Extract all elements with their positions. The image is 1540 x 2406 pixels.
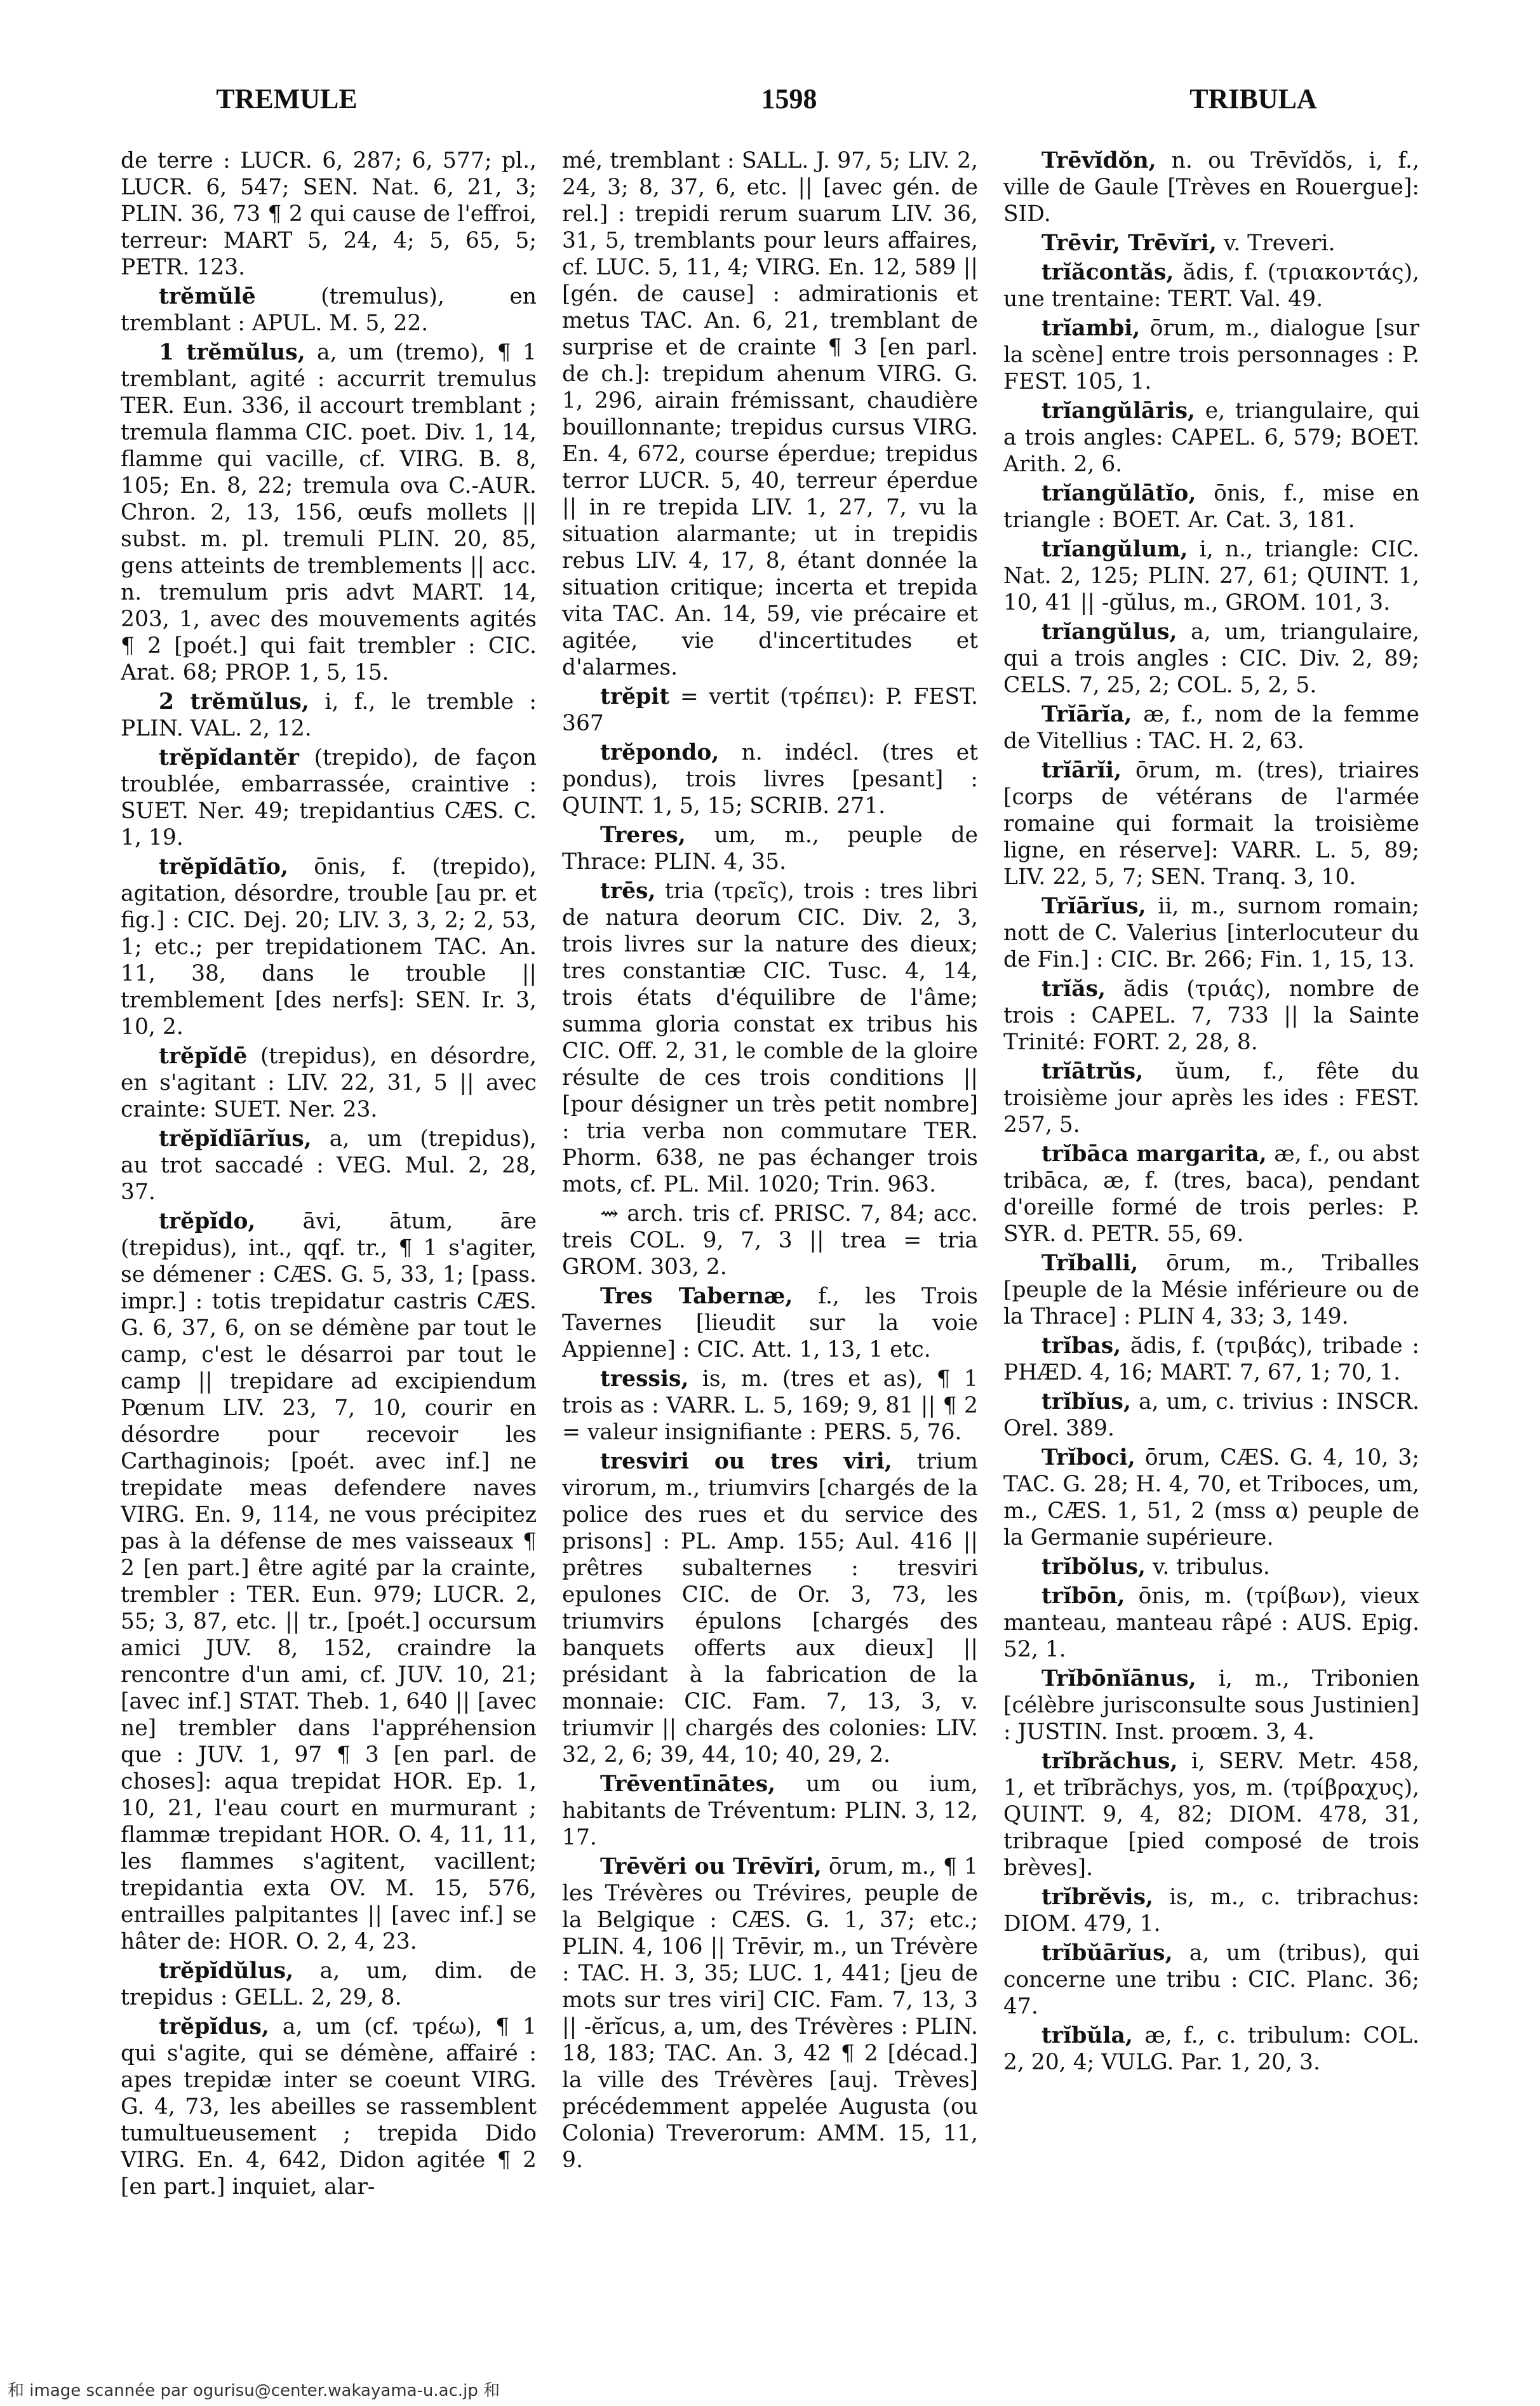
dictionary-entry — [121, 1126, 537, 1206]
entry-definition: a, um, dim. de trepidus : GELL. 2, 29, 8. — [121, 1958, 537, 2010]
entry-definition: ōrum, m., Triballes [peuple de la Mésie inférieure ou de la Thrace] : PLIN 4, 33; 3, 149. — [1003, 1251, 1419, 1329]
entry-definition: a, um, c. trivius : INSCR. Orel. 389. — [1003, 1389, 1419, 1441]
dictionary-entry — [121, 1043, 537, 1123]
running-head-right: TRIBULA — [1189, 83, 1317, 114]
page-number: 1598 — [761, 83, 817, 114]
dictionary-entry — [1003, 1884, 1419, 1937]
entry-definition: i, SERV. Metr. 458, 1, et trĭbrăchys, yos, m. (τρίβραχυς), QUINT. 9, 4, 82; DIOM. 478, 31, tribraque [pied composé de trois brèves]. — [1003, 1749, 1419, 1881]
entry-definition: æ, f., c. tribulum: COL. 2, 20, 4; VULG. Par. 1, 20, 3. — [1003, 2023, 1419, 2075]
dictionary-entry — [1003, 1141, 1419, 1247]
entry-headword: 1 trĕmŭlus, — [159, 340, 305, 365]
entry-definition: i, m., Tribonien [célèbre jurisconsulte sous Justinien] : JUSTIN. Inst. proœm. 3, 4. — [1003, 1666, 1419, 1745]
entry-headword: trĕmŭlē — [159, 284, 256, 309]
entry-definition: āvi, ātum, āre (trepidus), int., qqf. tr., ¶ 1 s'agiter, se démener : CÆS. G. 5, 33, 1; [pass. impr.] : totis trepidatur castris CÆS. G. 6, 37, 6, on se démène par tout le camp, c'est le désarroi par tout le camp || trepidare ad excipiendum Pœnum LIV. 23, 7, 10, courir en désordre pour recevoir les Carthaginois; [poét. avec inf.] ne trepidate meas defendere naves VIRG. En. 9, 114, ne vous précipitez pas à la défense de mes vaisseaux ¶ 2 [en part.] être agité par la crainte, trembler : TER. Eun. 979; LUCR. 2, 55; 3, 87, etc. || tr., [poét.] occursum amici JUV. 8, 152, craindre la rencontre d'un ami, cf. JUV. 10, 21; [avec inf.] STAT. Theb. 1, 640 || [avec ne] trembler dans l'appréhension que : JUV. 1, 97 ¶ 3 [en parl. de choses]: aqua trepidat HOR. Ep. 1, 10, 21, l'eau court en murmurant ; flammæ trepidant HOR. O. 4, 11, 11, les flammes s'agitent, vacillent; trepidantia exta OV. M. 15, 576, entrailles palpitantes || [avec inf.] se hâter de: HOR. O. 2, 4, 23. — [121, 1209, 537, 1954]
entry-headword: trĕpĭdo, — [159, 1209, 256, 1234]
dictionary-entry — [1003, 147, 1419, 227]
entry-headword: trĭangŭlum, — [1041, 537, 1188, 562]
dictionary-entry — [121, 854, 537, 1040]
dictionary-entry — [562, 1853, 978, 2174]
entry-headword: trĭbāca margarita, — [1041, 1141, 1267, 1167]
entry-headword: trēs, — [600, 878, 656, 904]
entry-definition: a, um (cf. τρέω), ¶ 1 qui s'agite, qui se démène, affairé : apes trepidæ inter se coeunt VIRG. G. 4, 73, les abeilles se rassemblent tumultueusement ; trepida Dido VIRG. En. 4, 642, Didon agitée ¶ 2 [en part.] inquiet, alar- — [121, 2014, 537, 2200]
entry-definition: is, m. (tres et as), ¶ 1 trois as : VARR. L. 5, 169; 9, 81 || ¶ 2 = valeur insignifiante : PERS. 5, 76. — [562, 1366, 978, 1445]
entry-headword: trĭambi, — [1041, 316, 1141, 341]
entry-definition: (trepidus), en désordre, en s'agitant : LIV. 22, 31, 5 || avec crainte: SUET. Ner. 23. — [121, 1044, 537, 1122]
dictionary-entry — [1003, 701, 1419, 755]
dictionary-entry — [562, 1283, 978, 1363]
entry-headword: trĭbŭla, — [1041, 2023, 1133, 2048]
dictionary-entry — [1003, 1333, 1419, 1386]
entry-headword: trĭbōn, — [1041, 1583, 1125, 1609]
entry-definition: ōrum, m., ¶ 1 les Trévères ou Trévires, peuple de la Belgique : CÆS. G. 1, 37; etc.; PLIN. 4, 106 || Trēvir, m., un Trévère : TAC. H. 3, 35; LUC. 1, 441; [jeu de mots sur tres viri] CIC. Fam. 7, 13, 3 || -ĕrĭcus, a, um, des Trévères : PLIN. 18, 183; TAC. An. 3, 42 ¶ 2 [décad.] la ville des Trévères [auj. Trèves] précédemment appelée Augusta (ou Colonia) Treverorum: AMM. 15, 11, 9. — [562, 1854, 978, 2173]
entry-headword: trĕpĭdŭlus, — [159, 1958, 294, 1984]
entry-headword: trĕpĭdātĭo, — [159, 854, 288, 880]
dictionary-columns — [121, 147, 1419, 2332]
entry-definition: ŭum, f., fête du troisième jour après les ides : FEST. 257, 5. — [1003, 1059, 1419, 1138]
dictionary-entry — [121, 2013, 537, 2200]
dictionary-entry — [121, 689, 537, 742]
entry-headword: Treres, — [600, 823, 686, 848]
dictionary-entry — [562, 147, 978, 681]
dictionary-entry — [1003, 2022, 1419, 2076]
dictionary-entry — [121, 147, 537, 281]
entry-headword: trĭbŏlus, — [1041, 1554, 1146, 1580]
entry-headword: trĭbŭārĭus, — [1041, 1940, 1173, 1966]
entry-definition: ōrum, m., dialogue [sur la scène] entre trois personnages : P. FEST. 105, 1. — [1003, 316, 1419, 394]
entry-definition: = vertit (τρέπει): P. FEST. 367 — [562, 684, 978, 736]
dictionary-entry — [1003, 480, 1419, 534]
dictionary-entry — [1003, 1583, 1419, 1663]
entry-headword: trĕpĭdē — [159, 1044, 248, 1069]
running-head-left: TREMULE — [216, 83, 358, 114]
entry-headword: trĕpĭdĭārĭus, — [159, 1126, 312, 1152]
entry-headword: trĭăcontăs, — [1041, 260, 1174, 285]
dictionary-entry — [121, 744, 537, 851]
entry-headword: Trēventīnātes, — [600, 1771, 776, 1797]
dictionary-entry — [1003, 893, 1419, 973]
entry-headword: Tres Tabernæ, — [600, 1284, 793, 1309]
entry-definition: um, m., peuple de Thrace: PLIN. 4, 35. — [562, 823, 978, 875]
entry-headword: trĭangŭlus, — [1041, 619, 1177, 645]
entry-definition: f., les Trois Tavernes [lieudit sur la voie Appienne] : CIC. Att. 1, 13, 1 etc. — [562, 1284, 978, 1362]
dictionary-entry — [121, 1208, 537, 1955]
entry-definition: (tremulus), en tremblant : APUL. M. 5, 22. — [121, 284, 537, 336]
entry-headword: Trĭballi, — [1041, 1251, 1139, 1276]
dictionary-entry — [562, 739, 978, 819]
entry-definition: de terre : LUCR. 6, 287; 6, 577; pl., LUCR. 6, 547; SEN. Nat. 6, 21, 3; PLIN. 36, 73 ¶ 2 qui cause de l'effroi, terreur: MART 5, 24, 4; 5, 65, 5; PETR. 123. — [121, 148, 537, 280]
dictionary-entry — [1003, 619, 1419, 699]
entry-definition: ădis (τριάς), nombre de trois : CAPEL. 7, 733 || la Sainte Trinité: FORT. 2, 28, 8. — [1003, 976, 1419, 1055]
dictionary-entry — [1003, 398, 1419, 478]
scan-credit: 和 image scannée par ogurisu@center.wakayama-u.ac.jp 和 — [8, 2381, 500, 2400]
entry-definition: v. tribulus. — [1145, 1554, 1270, 1580]
entry-headword: trĭbrăchus, — [1041, 1749, 1178, 1774]
dictionary-entry — [562, 822, 978, 875]
entry-headword: Trĭbōnĭānus, — [1041, 1666, 1196, 1691]
dictionary-entry — [562, 1448, 978, 1768]
entry-definition: ōnis, f., mise en triangle : BOET. Ar. Cat. 3, 181. — [1003, 481, 1419, 533]
entry-headword: Trĭboci, — [1041, 1445, 1135, 1470]
entry-headword: trĭātrŭs, — [1041, 1059, 1144, 1084]
entry-definition: a, um (tremo), ¶ 1 tremblant, agité : accurrit tremulus TER. Eun. 336, il accourt tremblant ; tremula flamma CIC. poet. Div. 1, 14, flamme qui vacille, cf. VIRG. B. 8, 105; En. 8, 22; tremula ova C.-AUR. Chron. 2, 13, 156, œufs mollets || subst. m. pl. tremuli PLIN. 20, 85, gens atteints de tremblements || acc. n. tremulum pris advt MART. 14, 203, 1, avec des mouvements agités ¶ 2 [poét.] qui fait trembler : CIC. Arat. 68; PROP. 1, 5, 15. — [121, 340, 537, 685]
entry-definition: (trepido), de façon troublée, embarrassée, craintive : SUET. Ner. 49; trepidantius CÆS. C. 1, 19. — [121, 745, 537, 850]
entry-definition: a, um (trepidus), au trot saccadé : VEG. Mul. 2, 28, 37. — [121, 1126, 537, 1205]
entry-definition: ădis, f. (τριβάς), tribade : PHÆD. 4, 16; MART. 7, 67, 1; 70, 1. — [1003, 1333, 1419, 1385]
entry-headword: trĕpĭdus, — [159, 2014, 269, 2040]
entry-definition: a, um, triangulaire, qui a trois angles : CIC. Div. 2, 89; CELS. 7, 25, 2; COL. 5, 2, 5. — [1003, 619, 1419, 698]
entry-headword: trĭangŭlātĭo, — [1041, 481, 1196, 506]
dictionary-entry — [1003, 230, 1419, 257]
entry-definition: i, n., triangle: CIC. Nat. 2, 125; PLIN. 27, 61; QUINT. 1, 10, 41 || -gŭlus, m., GROM. 101, 3. — [1003, 537, 1419, 615]
entry-headword: Trĭārĭa, — [1041, 702, 1132, 727]
entry-headword: trĭārĭi, — [1041, 758, 1122, 783]
entry-definition: um ou ium, habitants de Tréventum: PLIN. 3, 12, 17. — [562, 1771, 978, 1850]
dictionary-entry — [1003, 1388, 1419, 1442]
entry-headword: tresviri ou tres viri, — [600, 1449, 892, 1474]
dictionary-entry — [562, 878, 978, 1198]
entry-definition: trium virorum, m., triumvirs [chargés de la police des rues et du service des prisons] : PL. Amp. 155; Aul. 416 || prêtres subalternes : tresviri epulones CIC. de Or. 3, 73, les triumvirs épulons [chargés des banquets offerts aux dieux] || présidant à la fabrication de la monnaie: CIC. Fam. 7, 13, 3, v. triumvir || chargés des colonies: LIV. 32, 2, 6; 39, 44, 10; 40, 29, 2. — [562, 1449, 978, 1768]
entry-headword: Trĭārĭus, — [1041, 894, 1146, 919]
dictionary-entry — [1003, 259, 1419, 313]
dictionary-entry — [1003, 976, 1419, 1056]
dictionary-entry — [1003, 1940, 1419, 2020]
dictionary-entry — [1003, 1250, 1419, 1330]
column-2 — [562, 147, 978, 2332]
entry-definition: v. Treveri. — [1216, 231, 1336, 256]
entry-definition: ōnis, m. (τρίβων), vieux manteau, manteau râpé : AUS. Epig. 52, 1. — [1003, 1583, 1419, 1662]
entry-definition: e, triangulaire, qui a trois angles: CAPEL. 6, 579; BOET. Arith. 2, 6. — [1003, 398, 1419, 477]
dictionary-entry — [1003, 536, 1419, 616]
dictionary-entry — [562, 1200, 978, 1280]
entry-headword: trĕpit — [600, 684, 670, 709]
entry-headword: Trēvir, Trēvĭri, — [1041, 231, 1217, 256]
entry-headword: Trēvĭdŏn, — [1041, 148, 1156, 173]
entry-definition: mé, tremblant : SALL. J. 97, 5; LIV. 2, 24, 3; 8, 37, 6, etc. || [avec gén. de rel.] : trepidi rerum suarum LIV. 36, 31, 5, tremblants pour leurs affaires, cf. LUC. 5, 11, 4; VIRG. En. 12, 589 || [gén. de cause] : admirationis et metus TAC. An. 6, 21, tremblant de surprise et de crainte ¶ 3 [en parl. de ch.]: trepidum ahenum VIRG. G. 1, 296, airain frémissant, chaudière bouillonnante; trepidus cursus VIRG. En. 4, 672, course éperdue; trepidus terror LUCR. 5, 40, terreur éperdue || in re trepida LIV. 1, 27, 7, vu la situation alarmante; ut in trepidis rebus LIV. 4, 17, 8, étant donnée la situation critique; incerta et trepida vita TAC. An. 14, 59, vie précaire et agitée, vie d'incertitudes et d'alarmes. — [562, 148, 978, 680]
dictionary-entry — [562, 683, 978, 737]
dictionary-entry — [562, 1771, 978, 1851]
dictionary-entry — [1003, 1554, 1419, 1580]
dictionary-entry — [1003, 757, 1419, 890]
column-1 — [121, 147, 537, 2332]
dictionary-entry — [1003, 1748, 1419, 1881]
entry-definition: a, um (tribus), qui concerne une tribu : CIC. Planc. 36; 47. — [1003, 1940, 1419, 2019]
entry-definition: ⇝ arch. tris cf. PRISC. 7, 84; acc. treis COL. 9, 7, 3 || trea = tria GROM. 303, 2. — [562, 1201, 978, 1280]
entry-definition: ōnis, f. (trepido), agitation, désordre, trouble [au pr. et fig.] : CIC. Dej. 20; LIV. 3, 3, 2; 2, 53, 1; etc.; per trepidationem TAC. An. 11, 38, dans le trouble || tremblement [des nerfs]: SEN. Ir. 3, 10, 2. — [121, 854, 537, 1040]
entry-headword: trĭbĭus, — [1041, 1389, 1131, 1415]
dictionary-entry — [1003, 1444, 1419, 1551]
entry-definition: is, m., c. tribrachus: DIOM. 479, 1. — [1003, 1885, 1419, 1937]
entry-definition: ōrum, CÆS. G. 4, 10, 3; TAC. G. 28; H. 4, 70, et Triboces, um, m., CÆS. 1, 51, 2 (mss α) peuple de la Germanie supérieure. — [1003, 1445, 1419, 1550]
entry-headword: Trēvĕri ou Trēvĭri, — [600, 1854, 822, 1879]
entry-headword: 2 trĕmŭlus, — [159, 689, 309, 715]
page-header — [121, 70, 1419, 127]
entry-definition: ii, m., surnom romain; nott de C. Valerius [interlocuteur du de Fin.] : CIC. Br. 266; Fin. 1, 15, 13. — [1003, 894, 1419, 972]
entry-definition: tria (τρεῖς), trois : tres libri de natura deorum CIC. Div. 2, 3, trois livres sur la nature des dieux; tres constantiæ CIC. Tusc. 4, 14, trois états d'équilibre de l'âme; summa gloria constat ex tribus his CIC. Off. 2, 31, le comble de la gloire résulte de ces trois conditions || [pour désigner un très petit nombre] : tria verba non commutare TER. Phorm. 638, ne pas échanger trois mots, cf. PL. Mil. 1020; Trin. 963. — [562, 878, 978, 1197]
entry-definition: ōrum, m. (tres), triaires [corps de vétérans de l'armée romaine qui formait la troisième ligne, en réserve]: VARR. L. 5, 89; LIV. 22, 5, 7; SEN. Tranq. 3, 10. — [1003, 758, 1419, 890]
entry-headword: trĭangŭlāris, — [1041, 398, 1196, 424]
entry-definition: i, f., le tremble : PLIN. VAL. 2, 12. — [121, 689, 537, 741]
dictionary-entry — [121, 339, 537, 686]
entry-definition: ădis, f. (τριακοντάς), une trentaine: TERT. Val. 49. — [1003, 260, 1419, 312]
entry-definition: æ, f., nom de la femme de Vitellius : TAC. H. 2, 63. — [1003, 702, 1419, 754]
dictionary-entry — [121, 1958, 537, 2011]
entry-definition: n. ou Trēvĭdŏs, i, f., ville de Gaule [Trèves en Rouergue]: SID. — [1003, 148, 1419, 227]
entry-headword: tressis, — [600, 1366, 689, 1392]
entry-headword: trĭbas, — [1041, 1333, 1122, 1359]
dictionary-entry — [1003, 1665, 1419, 1745]
entry-headword: trĕpondo, — [600, 740, 720, 765]
entry-definition: n. indécl. (tres et pondus), trois livres [pesant] : QUINT. 1, 5, 15; SCRIB. 271. — [562, 740, 978, 819]
entry-headword: trĭbrĕvis, — [1041, 1885, 1154, 1910]
column-3 — [1003, 147, 1419, 2332]
dictionary-entry — [1003, 315, 1419, 395]
dictionary-entry — [562, 1366, 978, 1446]
entry-headword: trĕpĭdantĕr — [159, 745, 299, 770]
entry-headword: trĭăs, — [1041, 976, 1106, 1002]
dictionary-entry — [1003, 1058, 1419, 1138]
dictionary-entry — [121, 283, 537, 337]
entry-definition: æ, f., ou abst tribāca, æ, f. (tres, baca), pendant d'oreille formé de trois perles: P. SYR. d. PETR. 55, 69. — [1003, 1141, 1419, 1247]
